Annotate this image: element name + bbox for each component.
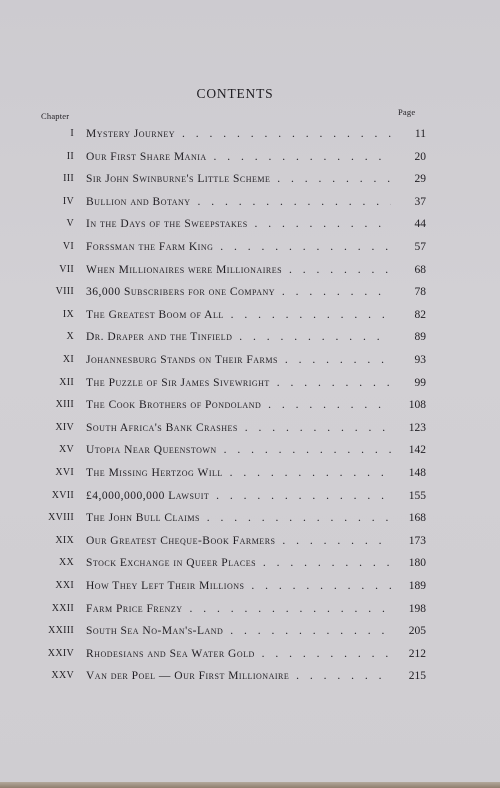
chapter-title: How They Left Their Millions . . . xyxy=(86,576,391,596)
contents-entry xyxy=(0,531,500,551)
chapter-title: The Greatest Boom of All . . . xyxy=(86,305,391,325)
contents-entry xyxy=(0,644,500,664)
contents-entry xyxy=(0,508,500,528)
chapter-number: XIX xyxy=(55,534,74,546)
chapter-title: Our First Share Mania . . . xyxy=(86,147,391,167)
chapter-title: Rhodesians and Sea Water Gold . . . xyxy=(86,644,391,664)
chapter-title: The Missing Hertzog Will . . . xyxy=(86,463,391,483)
page-number: 148 xyxy=(408,467,426,479)
chapter-title: Johannesburg Stands on Their Farms . . . xyxy=(86,350,391,370)
chapter-number: XII xyxy=(59,376,74,388)
chapter-title: Dr. Draper and the Tinfield . . . xyxy=(86,327,391,347)
chapter-title: Bullion and Botany . . . xyxy=(86,192,391,212)
chapter-number: I xyxy=(70,128,74,139)
chapter-number: X xyxy=(66,331,74,343)
chapter-title: 36,000 Subscribers for one Company . . . xyxy=(86,282,391,302)
contents-entry xyxy=(0,214,500,234)
chapter-title: South Sea No-Man's-Land . . . xyxy=(86,621,391,641)
page-number: 82 xyxy=(414,308,426,321)
chapter-title: Sir John Swinburne's Little Scheme . . . xyxy=(86,169,391,189)
contents-entry xyxy=(0,553,500,573)
contents-entry xyxy=(0,440,500,460)
page-number: 93 xyxy=(414,354,426,366)
page-number: 57 xyxy=(414,241,426,253)
chapter-number: XXIV xyxy=(47,647,74,659)
chapter-title: When Millionaires were Millionaires . . . xyxy=(86,260,391,280)
contents-entry xyxy=(0,395,500,415)
contents-entry xyxy=(0,418,500,438)
chapter-column-header: Chapter xyxy=(41,111,70,121)
chapter-title: Farm Price Frenzy . . . xyxy=(86,599,391,619)
chapter-title: The John Bull Claims . . . xyxy=(86,508,391,528)
chapter-number: XX xyxy=(58,557,74,569)
page-number: 205 xyxy=(408,625,426,638)
page-number: 215 xyxy=(408,670,426,683)
page-bottom-edge xyxy=(0,782,500,788)
chapter-number: XIII xyxy=(55,399,74,411)
chapter-title: The Cook Brothers of Pondoland . . . xyxy=(86,395,391,415)
page-number: 78 xyxy=(414,286,426,299)
page-number: 198 xyxy=(408,602,426,615)
chapter-number: XXII xyxy=(51,602,74,614)
contents-entry xyxy=(0,599,500,619)
contents-entry xyxy=(0,463,500,483)
page-number: 123 xyxy=(408,421,426,434)
page-number: 99 xyxy=(414,376,426,389)
chapter-title: South Africa's Bank Crashes . . . xyxy=(86,418,391,438)
chapter-number: IX xyxy=(62,308,74,320)
contents-entry xyxy=(0,327,500,347)
chapter-title: Van der Poel — Our First Millionaire . . . xyxy=(86,666,391,686)
chapter-number: VIII xyxy=(55,286,74,298)
chapter-number: V xyxy=(66,218,74,230)
page-number: 89 xyxy=(414,331,426,344)
contents-entry xyxy=(0,576,500,596)
page-number: 20 xyxy=(414,150,426,163)
chapter-number: VII xyxy=(59,263,74,275)
chapter-number: XVI xyxy=(55,467,74,478)
chapter-number: VI xyxy=(62,241,74,252)
contents-entry xyxy=(0,124,500,144)
contents-entry xyxy=(0,169,500,189)
contents-entry xyxy=(0,260,500,280)
page-number: 44 xyxy=(414,218,426,231)
chapter-number: XI xyxy=(62,354,74,365)
chapter-number: XVII xyxy=(51,489,74,501)
page-number: 189 xyxy=(408,580,426,592)
page-number: 37 xyxy=(414,195,426,208)
page-number: 180 xyxy=(408,557,426,570)
chapter-number: II xyxy=(66,150,74,162)
contents-entry xyxy=(0,282,500,302)
contents-entry xyxy=(0,237,500,257)
contents-entry xyxy=(0,192,500,212)
chapter-number: XVIII xyxy=(48,512,74,524)
contents-entry xyxy=(0,305,500,325)
page-number: 11 xyxy=(414,128,426,140)
page-number: 142 xyxy=(408,444,426,457)
page-number: 168 xyxy=(408,512,426,525)
page-number: 108 xyxy=(408,399,426,412)
chapter-number: III xyxy=(63,173,74,185)
contents-entry xyxy=(0,373,500,393)
chapter-number: XXI xyxy=(55,580,74,591)
chapter-number: XXV xyxy=(51,670,74,682)
chapter-title: Forssman the Farm King . . . xyxy=(86,237,391,257)
chapter-number: XXIII xyxy=(48,625,74,637)
page-number: 173 xyxy=(408,534,426,547)
chapter-title: In the Days of the Sweepstakes . . . xyxy=(86,214,391,234)
page-number: 155 xyxy=(408,489,426,502)
contents-entry xyxy=(0,666,500,686)
contents-entry xyxy=(0,350,500,370)
chapter-number: XV xyxy=(58,444,74,456)
chapter-title: Stock Exchange in Queer Places . . . xyxy=(86,553,391,573)
chapter-title: £4,000,000,000 Lawsuit . . . xyxy=(86,486,391,506)
chapter-title: The Puzzle of Sir James Sivewright . . . xyxy=(86,373,391,393)
page-column-header: Page xyxy=(398,107,416,117)
page-title: CONTENTS xyxy=(196,86,274,101)
chapter-title: Our Greatest Cheque-Book Farmers . . . xyxy=(86,531,391,551)
page-number: 29 xyxy=(414,173,426,186)
chapter-number: XIV xyxy=(55,421,74,433)
page-number: 68 xyxy=(414,263,426,276)
page-number: 212 xyxy=(408,647,426,660)
contents-entry xyxy=(0,621,500,641)
chapter-title: Mystery Journey . . . xyxy=(86,124,391,144)
chapter-title: Utopia Near Queenstown . . . xyxy=(86,440,391,460)
contents-entry xyxy=(0,147,500,167)
chapter-number: IV xyxy=(62,195,74,207)
contents-entry xyxy=(0,486,500,506)
